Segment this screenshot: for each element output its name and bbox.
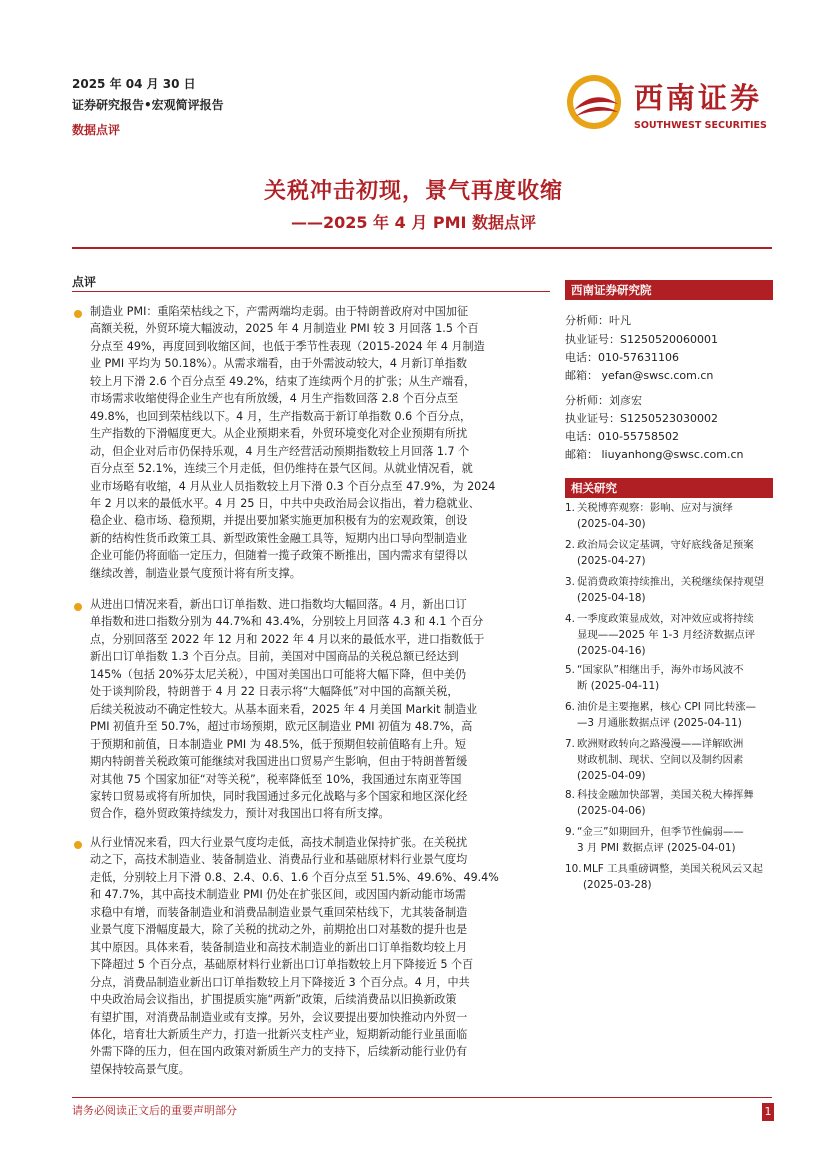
related-item-line: (2025-04-27) bbox=[577, 555, 646, 567]
text-line: 继续改善，制造业景气度预计将有所支撑。 bbox=[90, 566, 301, 580]
text-line: 145%（包括 20%芬太尼关税），中国对美国出口可能将大幅下降，但中美仍 bbox=[90, 667, 467, 681]
title-divider bbox=[72, 247, 772, 249]
text-line: 企业可能仍将面临一定压力，但随着一揽子政策不断推出，国内需求有望得以 bbox=[90, 549, 468, 563]
related-item-line: (2025-03-28) bbox=[583, 879, 652, 891]
related-item-line: (2025-04-18) bbox=[577, 592, 646, 604]
paragraph-trade bbox=[90, 596, 549, 823]
logo-emblem-icon bbox=[562, 70, 630, 134]
paragraph-industry bbox=[90, 834, 549, 1078]
text-line: 动之下，高技术制造业、装备制造业、消费品行业和基础原材料行业景气度均 bbox=[90, 853, 468, 867]
text-line: 后续关税波动不确定性较大。从基本面来看，2025 年 4 月美国 Markit 制造业 bbox=[90, 702, 478, 716]
related-item-line: (2025-04-30) bbox=[577, 518, 646, 530]
text-line: 贸合作，稳外贸政策持续发力，预计对我国出口将有所支撑。 bbox=[90, 807, 390, 821]
related-item-line: 促消费政策持续推出，关税继续保持观望 bbox=[577, 576, 765, 588]
text-line: 对其他 75 个国家加征“对等关税”，税率降低至 10%，我国通过东南亚等国 bbox=[90, 772, 462, 786]
page-title: 关税冲击初现，景气再度收缩 bbox=[263, 179, 563, 204]
report-subtype: 数据点评 bbox=[72, 123, 121, 137]
related-item-number: 4. bbox=[565, 613, 575, 625]
text-line: 生产指数的下滑幅度更大。从企业预期来看，外贸环境变化对企业预期有所扰 bbox=[90, 427, 468, 441]
analyst-phone: 电话：010-55758502 bbox=[565, 430, 679, 443]
logo-text-cn: 西南证券 bbox=[634, 81, 763, 115]
text-line: 体化，培育壮大新质生产力，打造一批新兴支柱产业，短期新动能行业虽面临 bbox=[90, 1027, 468, 1041]
text-line: 家转口贸易或将有所加快，同时我国通过多元化战略与多个国家和地区深化经 bbox=[90, 789, 468, 803]
logo-text-en: SOUTHWEST SECURITIES bbox=[634, 120, 767, 131]
text-line: 49.8%，也回到荣枯线以下。4 月，生产指数高于新订单指数 0.6 个百分点， bbox=[90, 409, 472, 423]
related-item-number: 6. bbox=[565, 701, 575, 713]
text-line: 期内特朗普关税政策可能继续对我国进出口贸易产生影响，但由于特朗普暂缓 bbox=[90, 755, 468, 769]
text-line: 市场需求收缩使得企业生产也有所放缓，4 月生产指数回落 2.8 个百分点至 bbox=[90, 392, 459, 406]
analyst-cert: 执业证号：S1250520060001 bbox=[565, 333, 718, 346]
related-item-line: 一季度政策显成效，对冲效应或将持续 bbox=[577, 613, 754, 625]
related-research-box bbox=[565, 478, 773, 898]
text-line: PMI 初值升至 50.7%，超过市场预期，欧元区制造业 PMI 初值为 48.7%，高 bbox=[90, 720, 473, 734]
text-line: 单指数和进口指数分别为 44.7%和 43.4%，分别较上月回落 4.3 和 4.1 个百分 bbox=[90, 615, 484, 629]
analyst-box bbox=[565, 280, 773, 465]
company-logo bbox=[562, 70, 772, 134]
analyst-name: 分析师：刘彦宏 bbox=[565, 394, 642, 407]
related-item-line: 科技金融加快部署，美国关税大棒挥舞 bbox=[577, 789, 754, 801]
bullet-icon bbox=[74, 310, 82, 318]
text-line: 制造业 PMI：重陷荣枯线之下，产需两端均走弱。由于特朗普政府对中国加征 bbox=[90, 305, 469, 318]
text-line: 较上月下滑 2.6 个百分点至 49.2%，结束了连续两个月的扩张；从生产端看， bbox=[90, 374, 476, 388]
related-item-line: (2025-04-09) bbox=[577, 770, 646, 782]
paragraph-manufacturing bbox=[90, 303, 549, 582]
text-line: 中央政治局会议指出，扩围提质实施“两新”政策，后续消费品以旧换新政策 bbox=[90, 993, 457, 1007]
related-item-line: 政治局会议定基调，守好底线备足预案 bbox=[577, 539, 754, 551]
related-item-number: 9. bbox=[565, 826, 575, 838]
report-type: 证券研究报告•宏观简评报告 bbox=[72, 98, 224, 112]
related-item-line: 油价是主要拖累，核心 CPI 同比转涨— bbox=[577, 701, 757, 713]
related-item-line: 欧洲财政转向之路漫漫——详解欧洲 bbox=[577, 738, 744, 750]
related-item-line: “金三”如期回升，但季节性偏弱—— bbox=[577, 826, 744, 838]
related-item-line: 3 月 PMI 数据点评 (2025-04-01) bbox=[577, 842, 736, 854]
institute-header: 西南证券研究院 bbox=[565, 280, 773, 300]
text-line: 业景气度下滑幅度最大，除了关税的扰动之外，前期抢出口对基数的提升也是 bbox=[90, 923, 468, 937]
footer-notice: 请务必阅读正文后的重要声明部分 bbox=[72, 1104, 237, 1117]
related-item-number: 7. bbox=[565, 738, 575, 750]
text-line: 下降超过 5 个百分点，基础原材料行业新出口订单指数较上月下降接近 5 个百 bbox=[90, 958, 474, 972]
text-line: 动，但企业对后市仍保持乐观，4 月生产经营活动预期指数较上月回落 1.7 个 bbox=[90, 444, 470, 458]
text-line: 高额关税，外贸环境大幅波动，2025 年 4 月制造业 PMI 较 3 月回落 1.5 个百 bbox=[90, 322, 479, 336]
related-header: 相关研究 bbox=[565, 478, 773, 498]
analyst-email[interactable]: 邮箱： liuyanhong@swsc.com.cn bbox=[565, 448, 744, 461]
footer-divider bbox=[72, 1097, 772, 1098]
text-line: 新的结构性货币政策工具、新型政策性金融工具等，短期内出口导向型制造业 bbox=[90, 531, 468, 545]
page-subtitle: ——2025 年 4 月 PMI 数据点评 bbox=[290, 213, 537, 232]
related-item-number: 5. bbox=[565, 664, 575, 676]
page-number: 1 bbox=[762, 1103, 774, 1121]
analyst-cert: 执业证号：S1250523030002 bbox=[565, 412, 718, 425]
text-line: 于预期和前值，日本制造业 PMI 为 48.5%，低于预期但较前值略有上升。短 bbox=[90, 737, 466, 751]
related-item-line: —3 月通胀数据点评 (2025-04-11) bbox=[577, 717, 742, 729]
report-date: 2025 年 04 月 30 日 bbox=[72, 77, 196, 91]
text-line: 走低，分别较上月下滑 0.8、2.4、0.6、1.6 个百分点至 51.5%、49.6%、49.4% bbox=[90, 870, 499, 884]
text-line: 分点至 49%，再度回到收缩区间，也低于季节性表现（2015-2024 年 4 月制造 bbox=[90, 339, 485, 353]
text-line: 和 47.7%，其中高技术制造业 PMI 仍处在扩张区间，或因国内新动能市场需 bbox=[90, 888, 466, 902]
section-divider bbox=[72, 291, 550, 292]
text-line: 其中原因。具体来看，装备制造业和高技术制造业的新出口订单指数均较上月 bbox=[90, 940, 468, 954]
text-line: 百分点至 52.1%，连续三个月走低，但仍维持在景气区间。从就业情况看，就 bbox=[90, 462, 473, 476]
text-line: 求稳中有增，而装备制造业和消费品制造业景气重回荣枯线下，尤其装备制造 bbox=[90, 905, 468, 919]
related-item-line: 断 (2025-04-11) bbox=[577, 680, 660, 692]
text-line: 新出口订单指数 1.3 个百分点。目前，美国对中国商品的关税总额已经达到 bbox=[90, 650, 459, 664]
text-line: 点，分别回落至 2022 年 12 月和 2022 年 4 月以来的最低水平，进口指数低于 bbox=[90, 632, 485, 646]
text-line: 业市场略有收缩，4 月从业人员指数较上月下滑 0.3 个百分点至 47.9%，为 2024 bbox=[90, 479, 496, 493]
related-item-line: 显现——2025 年 1-3 月经济数据点评 bbox=[577, 629, 756, 641]
related-item-number: 3. bbox=[565, 576, 575, 588]
text-line: 处于谈判阶段，特朗普于 4 月 22 日表示将“大幅降低”对中国的高额关税， bbox=[90, 685, 459, 699]
analyst-name: 分析师：叶凡 bbox=[565, 314, 631, 327]
related-item-number: 2. bbox=[565, 539, 575, 551]
related-item-line: “国家队”相继出手，海外市场风波不 bbox=[577, 664, 744, 676]
section-heading: 点评 bbox=[72, 275, 97, 289]
related-item-number: 10. bbox=[565, 863, 582, 875]
text-line: 外需下降的压力，但在国内政策对新质生产力的支持下，后续新动能行业仍有 bbox=[90, 1045, 468, 1059]
text-line: 望保持较高景气度。 bbox=[90, 1062, 190, 1076]
bullet-icon bbox=[74, 841, 82, 849]
related-item-number: 8. bbox=[565, 789, 575, 801]
text-line: 从行业情况来看，四大行业景气度均走低，高技术制造业保持扩张。在关税扰 bbox=[90, 836, 468, 849]
related-item-line: MLF 工具重磅调整，美国关税风云又起 bbox=[583, 863, 763, 875]
text-line: 稳企业、稳市场、稳预期，并提出要加紧实施更加积极有为的宏观政策，创设 bbox=[90, 514, 468, 528]
bullet-icon bbox=[74, 603, 82, 611]
text-line: 业 PMI 平均为 50.18%）。从需求端看，由于外需波动较大，4 月新订单指数 bbox=[90, 357, 467, 371]
text-line: 从进出口情况来看，新出口订单指数、进口指数均大幅回落。4 月，新出口订 bbox=[90, 598, 467, 611]
related-item-number: 1. bbox=[565, 502, 575, 514]
related-item-line: 财政机制、现状、空间以及制约因素 bbox=[577, 754, 744, 766]
related-item-line: (2025-04-16) bbox=[577, 645, 646, 657]
text-line: 分点，消费品制造业新出口订单指数较上月下降接近 3 个百分点。4 月，中共 bbox=[90, 975, 470, 989]
analyst-phone: 电话：010-57631106 bbox=[565, 351, 679, 364]
analyst-email[interactable]: 邮箱： yefan@swsc.com.cn bbox=[565, 369, 714, 382]
text-line: 有望扩围，对消费品制造业或有支撑。另外，会议要提出要加快推动内外贸一 bbox=[90, 1010, 468, 1024]
related-item-line: 关税博弈观察：影响、应对与演绎 bbox=[577, 502, 733, 514]
text-line: 年 2 月以来的最低水平。4 月 25 日，中共中央政治局会议指出，着力稳就业、 bbox=[90, 496, 480, 510]
related-item-line: (2025-04-06) bbox=[577, 805, 646, 817]
